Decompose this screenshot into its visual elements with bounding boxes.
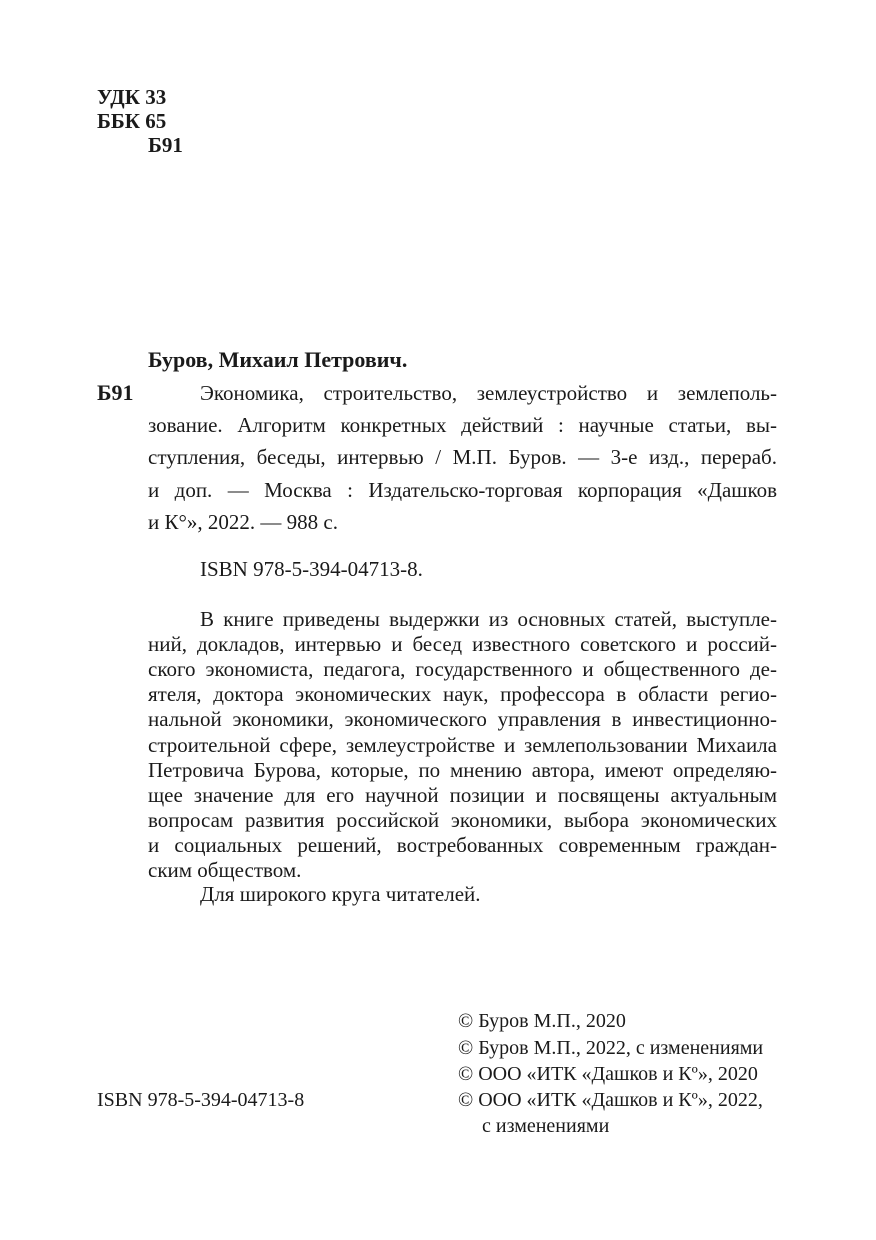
readers-note: Для широкого круга читателей. bbox=[200, 882, 481, 906]
annotation-line: ятеля, доктора экономических наук, профессора в области регио- bbox=[148, 682, 777, 706]
annotation-line: ским обществом. bbox=[148, 858, 302, 882]
bbk-code: ББК 65 bbox=[97, 109, 167, 133]
description-line: Экономика, строительство, землеустройство и землеполь- bbox=[200, 381, 777, 405]
author-heading: Буров, Михаил Петрович. bbox=[148, 347, 408, 372]
annotation-line: ского экономиста, педагога, государственного и общественного де- bbox=[148, 657, 777, 681]
annotation-line: Петровича Бурова, которые, по мнению автора, имеют определяю- bbox=[148, 758, 777, 782]
copyright-line: © Буров М.П., 2020 bbox=[458, 1010, 626, 1032]
copyright-line: © Буров М.П., 2022, с изменениями bbox=[458, 1037, 764, 1059]
annotation-line: нальной экономики, экономического управления в инвестиционно- bbox=[148, 707, 777, 731]
isbn-bottom: ISBN 978-5-394-04713-8 bbox=[97, 1089, 305, 1111]
copyright-line: с изменениями bbox=[482, 1115, 610, 1137]
description-line: зование. Алгоритм конкретных действий : научные статьи, вы- bbox=[148, 413, 777, 437]
author-code: Б91 bbox=[148, 133, 183, 157]
copyright-line: © ООО «ИТК «Дашков и Кº», 2022, bbox=[458, 1089, 763, 1111]
description-line: и доп. — Москва : Издательско-торговая корпорация «Дашков bbox=[148, 478, 777, 502]
annotation-line: щее значение для его научной позиции и посвящены актуальным bbox=[148, 783, 777, 807]
copyright-line: © ООО «ИТК «Дашков и Кº», 2020 bbox=[458, 1063, 758, 1085]
annotation-line: и социальных решений, востребованных современным граждан- bbox=[148, 833, 777, 857]
isbn-main: ISBN 978-5-394-04713-8. bbox=[200, 557, 423, 581]
annotation-line: ний, докладов, интервью и бесед известного советского и россий- bbox=[148, 632, 777, 656]
description-line: ступления, беседы, интервью / М.П. Буров. — 3-е изд., перераб. bbox=[148, 445, 777, 469]
annotation-line: строительной сфере, землеустройстве и землепользовании Михаила bbox=[148, 733, 777, 757]
annotation-line: В книге приведены выдержки из основных статей, выступле- bbox=[200, 607, 777, 631]
author-mark: Б91 bbox=[97, 380, 134, 405]
description-line: и К°», 2022. — 988 с. bbox=[148, 510, 338, 534]
udk-code: УДК 33 bbox=[97, 85, 167, 109]
annotation-line: вопросам развития российской экономики, выбора экономических bbox=[148, 808, 777, 832]
